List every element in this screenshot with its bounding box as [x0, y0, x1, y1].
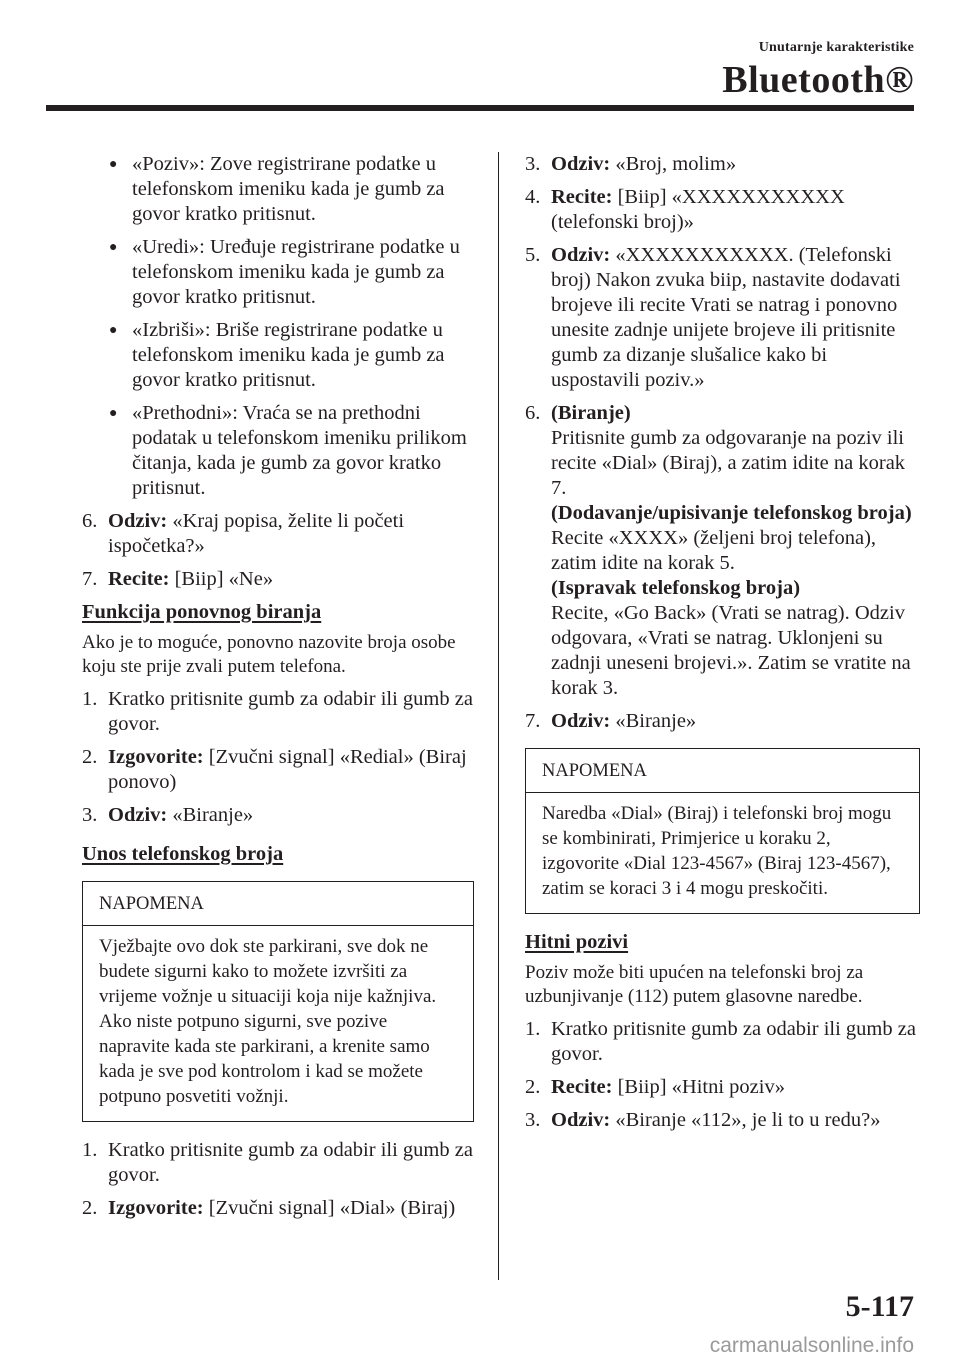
note-text: Naredba «Dial» (Biraj) i telefonski broj mogu se kombinirati, Primjerice u koraku 2, izgovorite «Dial 123-4567» (Biraj 123-4567), zatim se koraci 3 i 4 mogu preskočiti.: [542, 803, 892, 899]
step-item: 6. (Biranje) Pritisnite gumb za odgovaranje na poziv ili recite «Dial» (Biraj), a zatim idite na korak 7. (Dodavanje/upisivanje telefonskog broja) Recite «XXXX» (željeni broj telefona), zatim idite na korak 5. (Ispravak telefonskog broja) Recite, «Go Back» (Vrati se natrag). Odziv odgovara, «Vrati se natrag. Uklonjeni su zadnji uneseni brojevi.». Zatim se vratite na korak 3.: [525, 401, 920, 701]
step-item: 1. Kratko pritisnite gumb za odabir ili gumb za govor.: [525, 1018, 916, 1065]
bullet-icon: ●: [109, 323, 118, 338]
section-heading-number-entry: Unos telefonskog broja: [82, 843, 284, 865]
watermark: carmanualsonline.info: [709, 1334, 914, 1357]
substep-text: Recite «XXXX» (željeni broj telefona), zatim idite na korak 5.: [551, 527, 877, 574]
bullet-icon: ●: [109, 406, 118, 421]
note-text: Vježbajte ovo dok ste parkirani, sve dok ne budete sigurni kako to možete izvršiti za vrijeme vožnje u situaciji koja nije kažnjiva. Ako niste potpuno sigurni, sve pozive napravite kada ste parkirani, a krenite samo kada je sve pod kontrolom i kad se možete potpuno posvetiti vožnji.: [99, 936, 437, 1107]
left-column: [82, 152, 474, 1229]
section-heading-emergency: Hitni pozivi: [525, 931, 629, 953]
step-item: 7. Recite: [Biip] «Ne»: [82, 568, 274, 590]
step-item: 2. Izgovorite: [Zvučni signal] «Dial» (Biraj): [82, 1197, 456, 1219]
step-item: 2. Izgovorite: [Zvučni signal] «Redial» (Biraj ponovo): [82, 746, 467, 793]
substep-text: Recite, «Go Back» (Vrati se natrag). Odziv odgovara, «Vrati se natrag. Uklonjeni su zadnji uneseni brojevi.». Zatim se vratite na korak 3.: [551, 602, 911, 699]
list-item: ● «Poziv»: Zove registrirane podatke u telefonskom imeniku kada je gumb za govor kratko pritisnut.: [109, 153, 445, 225]
step-item: 7. Odziv: «Biranje»: [525, 710, 697, 732]
note-box: [82, 881, 474, 1122]
paragraph: Ako je to moguće, ponovno nazovite broja osobe koju ste prije zvali putem telefona.: [82, 632, 456, 677]
step-item: 3. Odziv: «Biranje «112», je li to u redu?»: [525, 1109, 881, 1131]
step-item: 6. Odziv: «Kraj popisa, želite li početi ispočetka?»: [82, 510, 405, 557]
note-title: NAPOMENA: [526, 749, 919, 793]
list-item: ● «Prethodni»: Vraća se na prethodni podatak u telefonskom imeniku prilikom čitanja, kada je gumb za govor kratko pritisnut.: [109, 402, 467, 499]
step-item: 2. Recite: [Biip] «Hitni poziv»: [525, 1076, 785, 1098]
step-item: 3. Odziv: «Broj, molim»: [525, 153, 737, 175]
step-item: 4. Recite: [Biip] «XXXXXXXXXXX (telefonski broj)»: [525, 186, 845, 233]
note-title: NAPOMENA: [83, 882, 473, 926]
bullet-icon: ●: [109, 157, 118, 172]
header-rule: [46, 105, 914, 111]
section-label: Unutarnje karakteristike: [758, 40, 914, 55]
column-divider: [498, 152, 499, 1280]
page-title: Bluetooth®: [722, 59, 914, 101]
substep-heading: (Dodavanje/upisivanje telefonskog broja): [551, 502, 912, 524]
bullet-icon: ●: [109, 240, 118, 255]
note-box: [525, 748, 920, 914]
list-item: ● «Izbriši»: Briše registrirane podatke u telefonskom imeniku kada je gumb za govor kratko pritisnut.: [109, 319, 445, 391]
step-item: 5. Odziv: «XXXXXXXXXXX. (Telefonski broj) Nakon zvuka biip, nastavite dodavati brojeve ili recite Vrati se natrag i ponovno unesite zadnje unijete brojeve ili pritisnite gumb za dizanje slušalice kako bi uspostavili poziv.»: [525, 244, 901, 391]
step-item: 1. Kratko pritisnite gumb za odabir ili gumb za govor.: [82, 688, 473, 735]
substep-text: Pritisnite gumb za odgovaranje na poziv ili recite «Dial» (Biraj), a zatim idite na korak 7.: [551, 427, 906, 499]
step-item: 3. Odziv: «Biranje»: [82, 804, 254, 826]
substep-heading: (Biranje): [551, 402, 631, 424]
section-heading-redial: Funkcija ponovnog biranja: [82, 601, 322, 623]
paragraph: Poziv može biti upućen na telefonski broj za uzbunjivanje (112) putem glasovne naredbe.: [525, 962, 864, 1007]
substep-heading: (Ispravak telefonskog broja): [551, 577, 801, 599]
step-item: 1. Kratko pritisnite gumb za odabir ili gumb za govor.: [82, 1139, 473, 1186]
list-item: ● «Uredi»: Uređuje registrirane podatke u telefonskom imeniku kada je gumb za govor kratko pritisnut.: [109, 236, 460, 308]
right-column: [525, 152, 920, 1141]
page-number: 5-117: [845, 1290, 914, 1323]
